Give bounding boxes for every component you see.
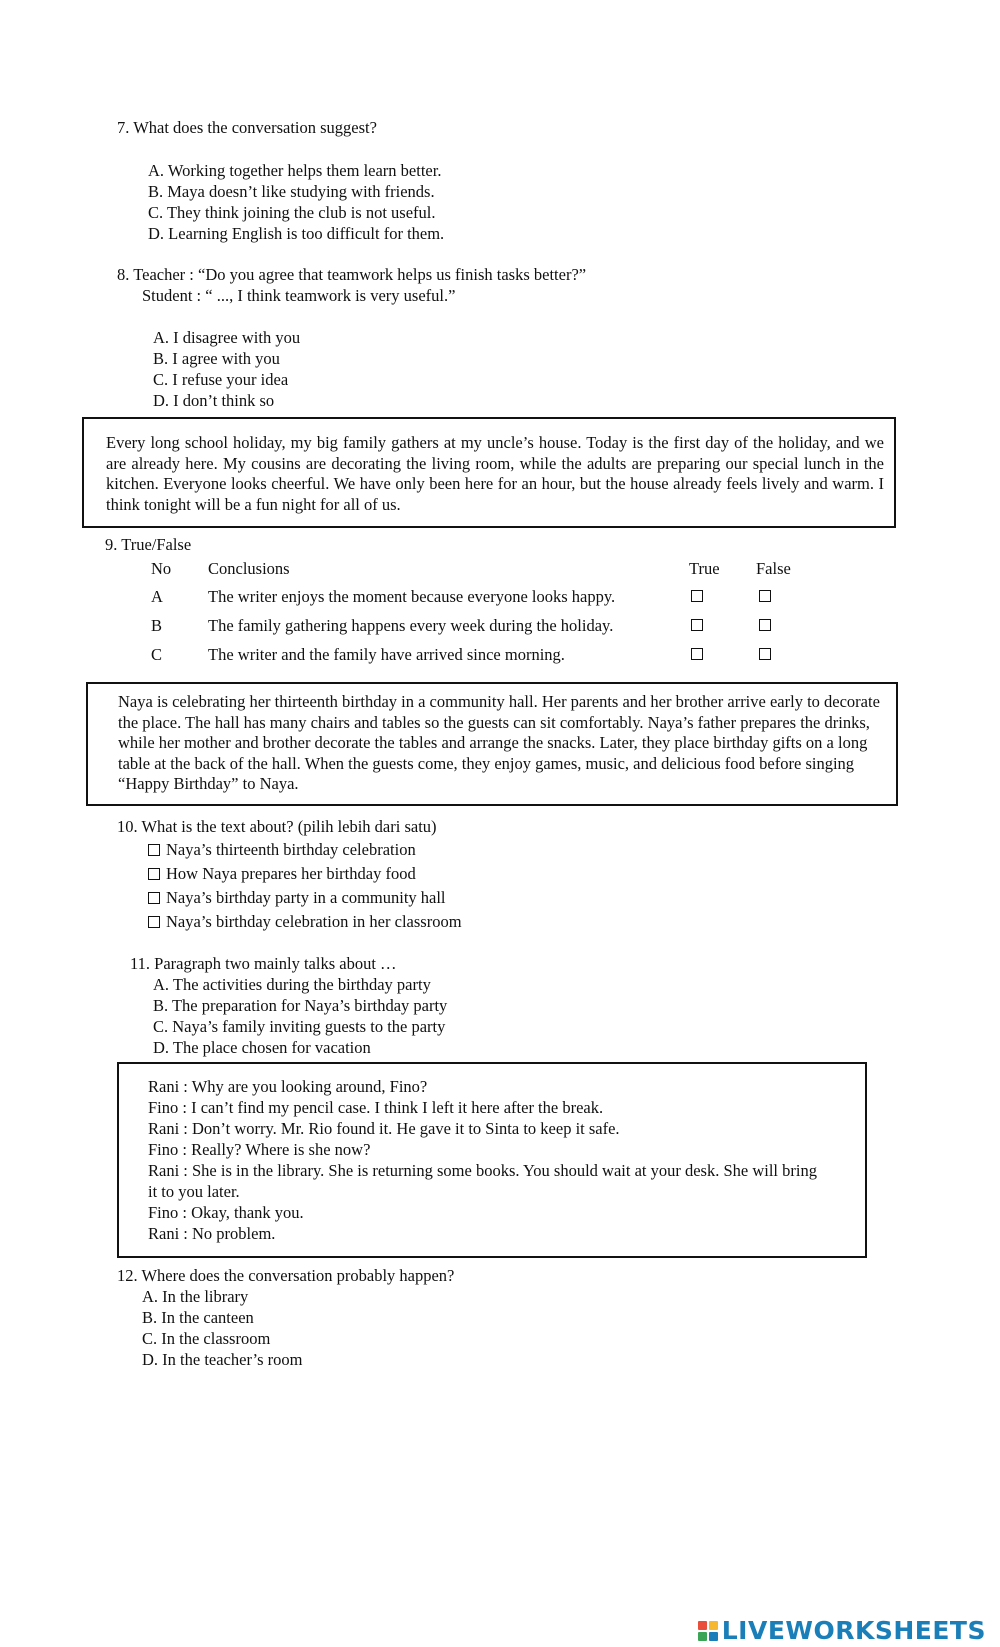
q10-option-label: Naya’s birthday party in a community hall — [166, 888, 446, 907]
q9-header-no: No — [151, 559, 172, 578]
dialogue-line: Rani : Why are you looking around, Fino? — [148, 1077, 428, 1096]
q9-row-text: The family gathering happens every week during the holiday. — [208, 616, 614, 635]
q7-option-d[interactable]: D. Learning English is too difficult for them. — [148, 224, 445, 243]
q9-header-conclusions: Conclusions — [208, 559, 290, 578]
q9-row-no: A — [151, 587, 163, 606]
q9-row-text: The writer enjoys the moment because everyone looks happy. — [208, 587, 616, 606]
q8-teacher-line: 8. Teacher : “Do you agree that teamwork helps us finish tasks better?” — [117, 265, 587, 284]
q9-a-true-checkbox[interactable] — [691, 590, 703, 602]
q10-option-label: Naya’s thirteenth birthday celebration — [166, 840, 416, 859]
q9-c-false-checkbox[interactable] — [759, 648, 771, 660]
q10-option-label: How Naya prepares her birthday food — [166, 864, 416, 883]
q8-option-d[interactable]: D. I don’t think so — [153, 391, 275, 410]
logo-square-icon — [698, 1621, 707, 1630]
q10-option[interactable] — [148, 864, 462, 888]
q12-question: 12. Where does the conversation probably happen? — [117, 1266, 455, 1285]
logo-square-icon — [709, 1621, 718, 1630]
dialogue-line: Fino : Okay, thank you. — [148, 1203, 304, 1222]
liveworksheets-logo — [698, 1615, 986, 1645]
q12-option-b[interactable]: B. In the canteen — [142, 1308, 254, 1327]
q9-title: 9. True/False — [105, 535, 192, 554]
dialogue-line: Rani : She is in the library. She is returning some books. You should wait at your desk. She will bring — [148, 1161, 817, 1180]
q11-question: 11. Paragraph two mainly talks about … — [130, 954, 397, 973]
q9-header-false: False — [756, 559, 791, 578]
logo-square-icon — [698, 1632, 707, 1641]
q12-option-c[interactable]: C. In the classroom — [142, 1329, 271, 1348]
q8-option-b[interactable]: B. I agree with you — [153, 349, 280, 368]
passage-2-box — [86, 682, 898, 806]
dialogue-line: Fino : I can’t find my pencil case. I think I left it here after the break. — [148, 1098, 604, 1117]
q11-option-a[interactable]: A. The activities during the birthday party — [153, 975, 431, 994]
q10-option[interactable] — [148, 840, 462, 864]
checkbox-icon[interactable] — [148, 916, 160, 928]
q12-option-d[interactable]: D. In the teacher’s room — [142, 1350, 303, 1369]
q8-option-a[interactable]: A. I disagree with you — [153, 328, 301, 347]
q10-options — [148, 840, 462, 936]
checkbox-icon[interactable] — [148, 868, 160, 880]
dialogue-line: Rani : Don’t worry. Mr. Rio found it. He gave it to Sinta to keep it safe. — [148, 1119, 620, 1138]
q7-option-b[interactable]: B. Maya doesn’t like studying with friends. — [148, 182, 435, 201]
q11-option-c[interactable]: C. Naya’s family inviting guests to the party — [153, 1017, 446, 1036]
passage-2-text: Naya is celebrating her thirteenth birthday in a community hall. Her parents and her brother arrive early to decorate the place. The hall has many chairs and tables so the guests can sit comfortably. Naya’s father prepares the drinks, while her mother and brother decorate the tables and arrange the snacks. Later, they place birthday gifts on a long table at the back of the hall. When the guests come, they enjoy games, music, and delicious food before singing “Happy Birthday” to Naya. — [118, 692, 880, 793]
liveworksheets-logo-icon — [698, 1621, 718, 1641]
checkbox-icon[interactable] — [148, 844, 160, 856]
q10-option-label: Naya’s birthday celebration in her classroom — [166, 912, 462, 931]
q8-student-line: Student : “ ..., I think teamwork is very useful.” — [142, 286, 456, 305]
q7-option-c[interactable]: C. They think joining the club is not useful. — [148, 203, 436, 222]
q11-option-b[interactable]: B. The preparation for Naya’s birthday party — [153, 996, 448, 1015]
q9-c-true-checkbox[interactable] — [691, 648, 703, 660]
q7-option-a[interactable]: A. Working together helps them learn better. — [148, 161, 442, 180]
q10-option[interactable] — [148, 912, 462, 936]
dialogue-line: it to you later. — [148, 1182, 240, 1201]
q9-header-true: True — [689, 559, 720, 578]
q9-row-text: The writer and the family have arrived since morning. — [208, 645, 565, 664]
q12-option-a[interactable]: A. In the library — [142, 1287, 249, 1306]
passage-1-box — [82, 417, 896, 528]
dialogue-line: Fino : Really? Where is she now? — [148, 1140, 371, 1159]
liveworksheets-wordmark: LIVEWORKSHEETS — [721, 1615, 986, 1645]
passage-1-text: Every long school holiday, my big family gathers at my uncle’s house. Today is the first day of the holiday, and we are already here. My cousins are decorating the living room, while the adults are preparing our special lunch in the kitchen. Everyone looks cheerful. We have only been here for an hour, but the house already feels lively and warm. I think tonight will be a fun night for all of us. — [106, 433, 884, 514]
dialogue-line: Rani : No problem. — [148, 1224, 276, 1243]
q7-question: 7. What does the conversation suggest? — [117, 118, 377, 137]
q10-question: 10. What is the text about? (pilih lebih dari satu) — [117, 817, 437, 836]
q10-option[interactable] — [148, 888, 462, 912]
q9-b-false-checkbox[interactable] — [759, 619, 771, 631]
logo-square-icon — [709, 1632, 718, 1641]
q9-row-no: B — [151, 616, 163, 635]
q9-a-false-checkbox[interactable] — [759, 590, 771, 602]
q9-row-no: C — [151, 645, 163, 664]
q9-b-true-checkbox[interactable] — [691, 619, 703, 631]
q11-option-d[interactable]: D. The place chosen for vacation — [153, 1038, 371, 1057]
checkbox-icon[interactable] — [148, 892, 160, 904]
q8-option-c[interactable]: C. I refuse your idea — [153, 370, 289, 389]
